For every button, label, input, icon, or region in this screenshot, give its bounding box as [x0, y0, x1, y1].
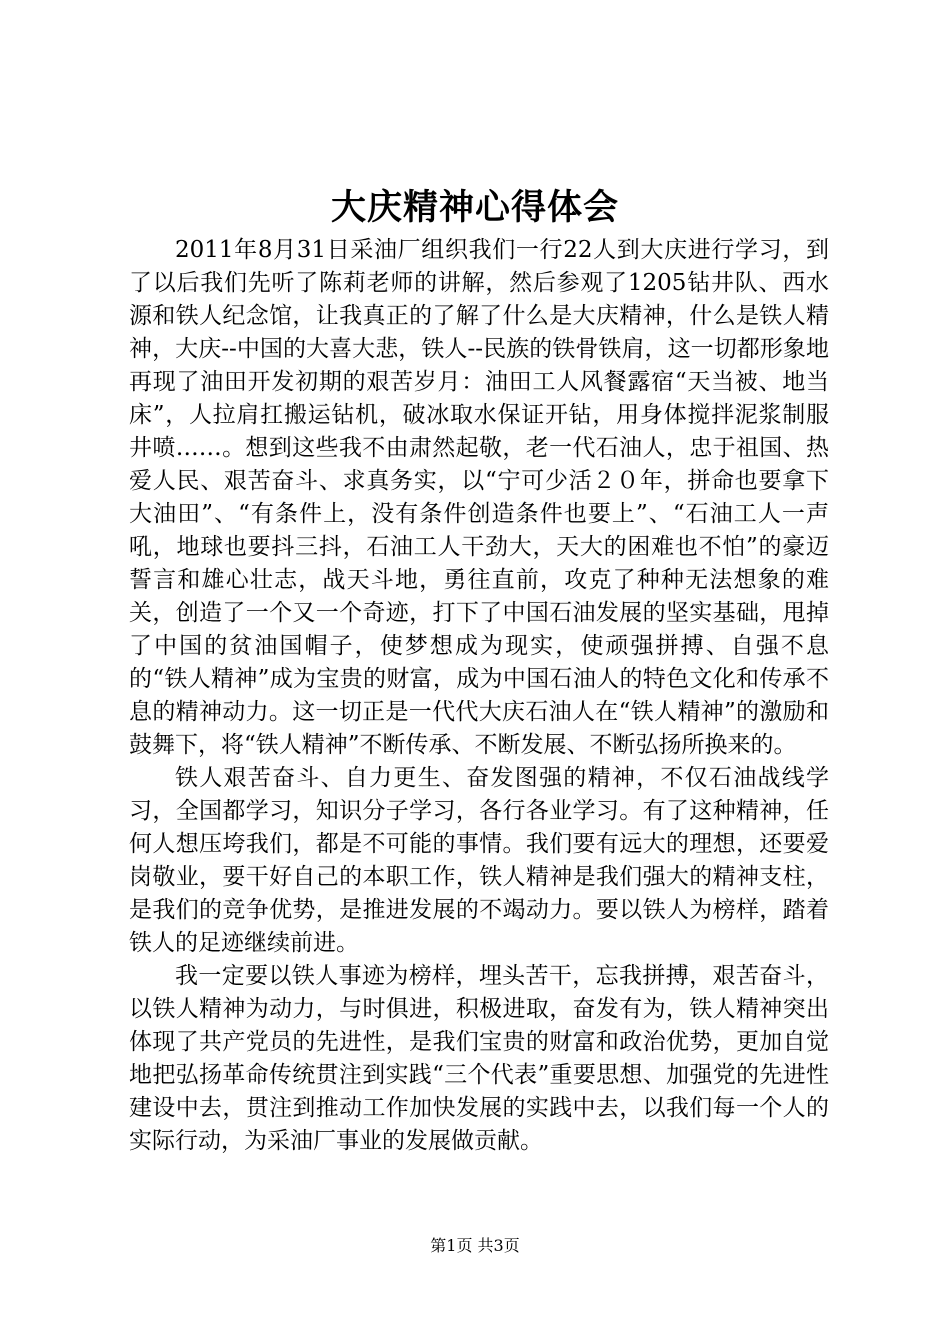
document-body	[129, 234, 829, 1158]
paragraph-3: 我一定要以铁人事迹为榜样，埋头苦干，忘我拼搏，艰苦奋斗，以铁人精神为动力，与时俱进，积极进取，奋发有为，铁人精神突出体现了共产党员的先进性，是我们宝贵的财富和政治优势，更加自觉地把弘扬革命传统贯注到实践“三个代表”重要思想、加强党的先进性建设中去，贯注到推动工作加快发展的实践中去，以我们每一个人的实际行动，为采油厂事业的发展做贡献。	[129, 963, 829, 1154]
paragraph-1: 2011年8月31日采油厂组织我们一行22人到大庆进行学习，到了以后我们先听了陈莉老师的讲解，然后参观了1205钻井队、西水源和铁人纪念馆，让我真正的了解了什么是大庆精神，什么是铁人精神，大庆--中国的大喜大悲，铁人--民族的铁骨铁肩，这一切都形象地再现了油田开发初期的艰苦岁月：油田工人风餐露宿“天当被、地当床”，人拉肩扛搬运钻机，破冰取水保证开钻，用身体搅拌泥浆制服井喷……。想到这些我不由肃然起敬，老一代石油人，忠于祖国、热爱人民、艰苦奋斗、求真务实，以“宁可少活２０年，拼命也要拿下大油田”、“有条件上，没有条件创造条件也要上”、“石油工人一声吼，地球也要抖三抖，石油工人干劲大，天大的困难也不怕”的豪迈誓言和雄心壮志，战天斗地，勇往直前，攻克了种种无法想象的难关，创造了一个又一个奇迹，打下了中国石油发展的坚实基础，甩掉了中国的贫油国帽子，使梦想成为现实，使顽强拼搏、自强不息的“铁人精神”成为宝贵的财富，成为中国石油人的特色文化和传承不息的精神动力。这一切正是一代代大庆石油人在“铁人精神”的激励和鼓舞下，将“铁人精神”不断传承、不断发展、不断弘扬所换来的。	[129, 237, 829, 758]
paragraph-2: 铁人艰苦奋斗、自力更生、奋发图强的精神，不仅石油战线学习，全国都学习，知识分子学习，各行各业学习。有了这种精神，任何人想压垮我们，都是不可能的事情。我们要有远大的理想，还要爱岗敬业，要干好自己的本职工作，铁人精神是我们强大的精神支柱，是我们的竞争优势，是推进发展的不竭动力。要以铁人为榜样，踏着铁人的足迹继续前进。	[129, 765, 829, 956]
document-title: 大庆精神心得体会	[330, 188, 619, 228]
page-number-footer: 第1页 共3页	[430, 1236, 520, 1255]
